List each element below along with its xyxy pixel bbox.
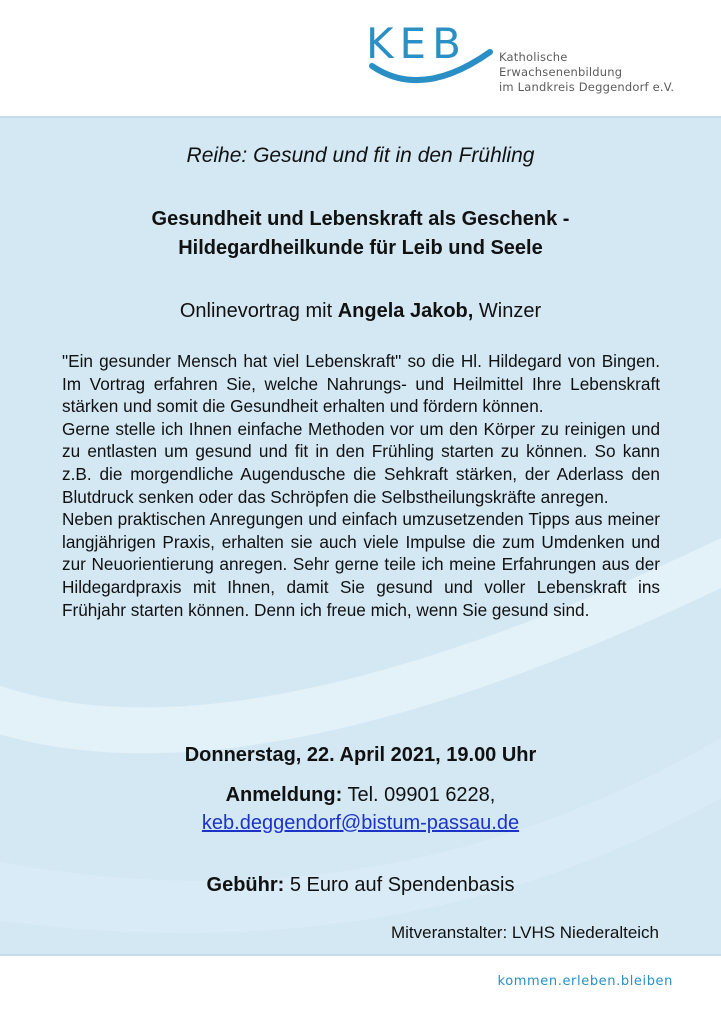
header bbox=[0, 0, 721, 116]
flyer-panel bbox=[0, 116, 721, 956]
registration-email-link[interactable]: keb.deggendorf@bistum-passau.de bbox=[201, 812, 520, 834]
fee bbox=[0, 874, 721, 897]
co-organizer: Mitveranstalter: LVHS Niederalteich bbox=[390, 923, 659, 942]
registration bbox=[0, 781, 721, 837]
speaker-name: Angela Jakob, bbox=[337, 300, 474, 322]
registration-phone: Tel. 09901 6228, bbox=[342, 784, 496, 806]
description-paragraph: Gerne stelle ich Ihnen einfache Methoden vor um den Körper zu reinigen und zu entlasten um gesund und fit in den Frühling starten zu können. So kann z.B. die morgendliche Augendusche die Sehkraft stärken, der Aderlass den Blutdruck senken oder das Schröpfen die Selbstheilungskräfte anregen. bbox=[62, 418, 660, 507]
footer-divider bbox=[0, 954, 721, 956]
series-title: Reihe: Gesund und fit in den Frühling bbox=[186, 144, 535, 167]
description-paragraph: Neben praktischen Anregungen und einfach umzusetzenden Tipps aus meiner langjährigen Praxis, erhalten sie auch viele Impulse die zum Umdenken und zur Neuorientierung anregen. Sehr gerne teile ich meine Erfahrungen aus der Hildegardpraxis mit Ihnen, damit Sie gesund und voller Lebenskraft ins Frühjahr starten können. Denn ich freue mich, wenn Sie gesund sind. bbox=[62, 509, 660, 620]
slogan: kommen.erleben.bleiben bbox=[497, 974, 673, 989]
title-line: Hildegardheilkunde für Leib und Seele bbox=[178, 237, 543, 259]
logo-text: KEB bbox=[366, 22, 467, 68]
event-date: Donnerstag, 22. April 2021, 19.00 Uhr bbox=[184, 744, 537, 766]
speaker-suffix: Winzer bbox=[473, 300, 542, 322]
org-line: Erwachsenenbildung bbox=[499, 65, 623, 79]
fee-value: 5 Euro auf Spendenbasis bbox=[284, 874, 515, 896]
description-paragraph: "Ein gesunder Mensch hat viel Lebenskraft" so die Hl. Hildegard von Bingen. Im Vortrag erfahren Sie, welche Nahrungs- und Heilmittel Ihre Lebenskraft stärken und somit die Gesundheit erhalten und fördern können. bbox=[62, 351, 660, 417]
description bbox=[62, 350, 660, 621]
title-line: Gesundheit und Lebenskraft als Geschenk - bbox=[151, 208, 570, 230]
fee-label: Gebühr: bbox=[206, 874, 285, 896]
event-title bbox=[0, 205, 721, 263]
speaker-line bbox=[0, 300, 721, 323]
org-line: Katholische bbox=[499, 50, 568, 64]
registration-label: Anmeldung: bbox=[225, 784, 343, 806]
speaker-prefix: Onlinevortrag mit bbox=[179, 300, 338, 322]
org-name bbox=[499, 50, 674, 95]
org-line: im Landkreis Deggendorf e.V. bbox=[499, 80, 675, 94]
